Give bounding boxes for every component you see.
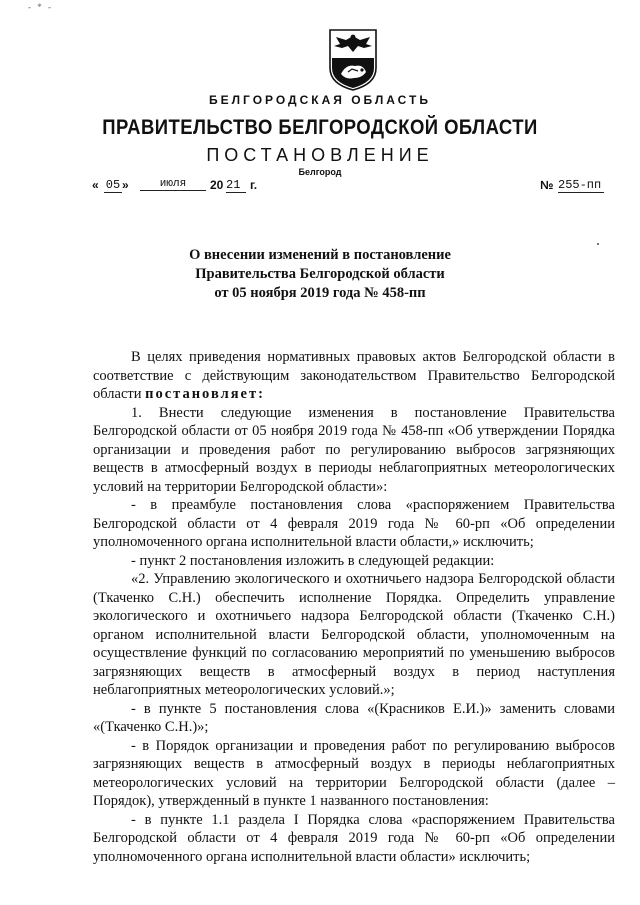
document-body <box>93 348 615 866</box>
preamble-verb: постановляет: <box>145 386 265 402</box>
paragraph-procedure-change: - в Порядок организации и проведения работ по регулированию выбросов загрязняющих веществ в атмосферный воздух в периоды неблагоприятных метеорологических условий на территории Белгородской области (далее – Порядок), утвержденный в пункте 1 названного постановления: <box>93 737 615 809</box>
date-open-quote: « <box>92 178 99 192</box>
date-year-suffix: 21 <box>226 178 246 193</box>
document-number: 255-пп <box>558 178 604 193</box>
document-number-label: № <box>540 178 554 192</box>
paragraph-1: 1. Внести следующие изменения в постановление Правительства Белгородской области от 05 ноября 2019 года № 458-пп «Об утверждении Порядка организации и проведения работ по регулированию выбросов загрязняющих веществ в атмосферный воздух в периоды неблагоприятных метеорологических условий на территории Белгородской области»: <box>93 404 615 495</box>
date-year-unit: г. <box>250 178 258 192</box>
paragraph-point-2-intro: - пункт 2 постановления изложить в следующей редакции: <box>131 552 495 569</box>
date-day: 05 <box>105 178 121 192</box>
date-year-prefix: 20 <box>210 178 224 192</box>
paragraph-preamble <box>93 348 615 404</box>
paragraph-preamble-change: - в преамбуле постановления слова «распоряжением Правительства Белгородской области от 4 февраля 2019 года № 60-рп «Об определении уполномоченного органа исполнительной власти области,» исключить; <box>93 497 615 550</box>
date-close-quote: » <box>122 178 129 192</box>
paragraph-point-5-change: - в пункте 5 постановления слова «(Красников Е.И.)» заменить словами «(Ткаченко С.Н.)»; <box>93 700 615 735</box>
title-line-1: О внесении изменений в постановление <box>189 247 451 263</box>
document-title <box>0 246 640 303</box>
coat-of-arms-emblem <box>328 28 378 92</box>
paragraph-item-1-1-change: - в пункте 1.1 раздела I Порядка слова «распоряжением Правительства Белгородской области от 4 февраля 2019 года № 60-рп «Об определении уполномоченного органа исполнительной власти области» исключить; <box>93 811 615 865</box>
document-type: ПОСТАНОВЛЕНИЕ <box>206 145 434 165</box>
preamble-text: В целях приведения нормативных правовых актов Белгородской области в соответствие с действующим законодательством Правительство Белгородской области <box>93 349 615 402</box>
paragraph-point-2-text: «2. Управлению экологического и охотничьего надзора Белгородской области (Ткаченко С.Н.) обеспечить исполнение Порядка. Определить управление экологического и охотничьего надзора Белгородской области (Ткаченко С.Н.) органом исполнительной власти Белгородской области, уполномоченным на осуществление функций по согласованию мероприятий по уменьшению выбросов загрязняющих веществ в атмосферный воздух в период наступления неблагоприятных метеорологических условий.»; <box>93 571 615 698</box>
title-line-2: Правительства Белгородской области <box>195 266 445 282</box>
region-name: БЕЛГОРОДСКАЯ ОБЛАСТЬ <box>209 93 431 107</box>
city-name: Белгород <box>298 167 342 177</box>
government-name: ПРАВИТЕЛЬСТВО БЕЛГОРОДСКОЙ ОБЛАСТИ <box>102 116 538 139</box>
scan-speck <box>597 243 599 245</box>
title-line-3: от 05 ноября 2019 года № 458-пп <box>214 285 426 301</box>
date-month: июля <box>140 178 206 191</box>
corner-mark: - * - <box>28 2 53 12</box>
